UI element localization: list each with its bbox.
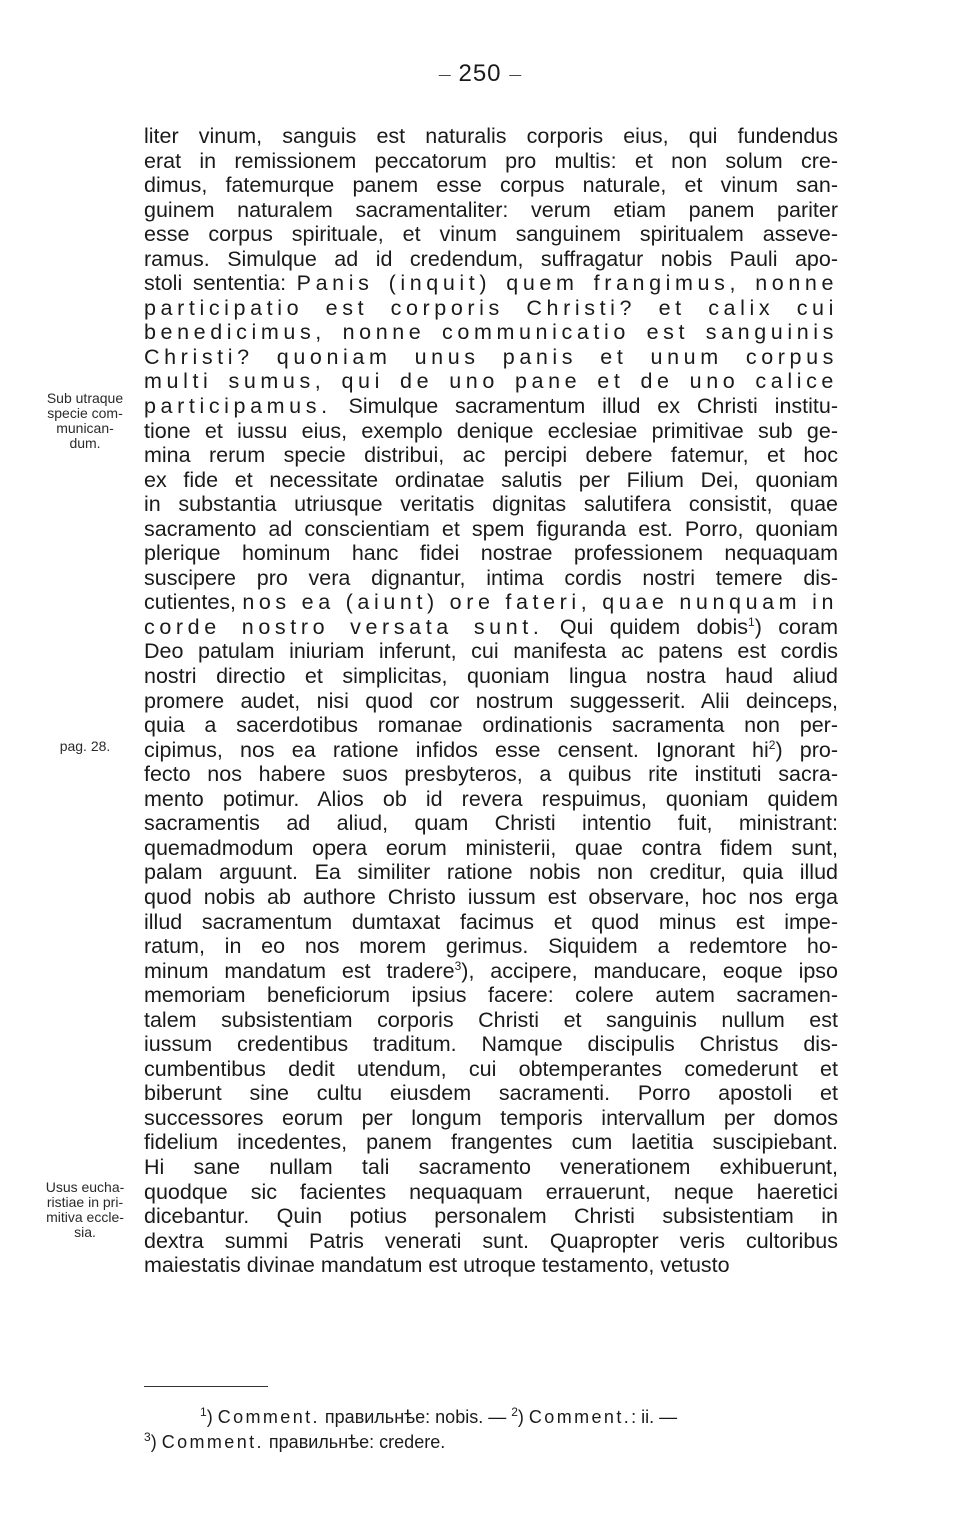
text-line xyxy=(144,738,838,763)
text-line: dimus, fatemurque panem esse corpus naturale, et vinum san- xyxy=(144,173,838,198)
margin-note-line: Usus eucha- xyxy=(45,1179,125,1195)
text-line: dextra summi Patris venerati sunt. Quapropter veris cultoribus xyxy=(144,1228,838,1253)
text-line: suscipere pro vera dignantur, intima cordis nostri temere dis- xyxy=(144,565,838,590)
text-line: quia a sacerdotibus romanae ordinationis sacramenta non per- xyxy=(144,713,838,738)
text-line xyxy=(144,615,838,640)
text-line xyxy=(144,590,838,615)
margin-note-line: munican- xyxy=(56,420,114,436)
footnotes xyxy=(144,1405,838,1455)
text-line: cumbentibus dedit utendum, cui obtemperantes comederunt et xyxy=(144,1056,838,1081)
text-segment: ), accipere, manducare, eoque ipso xyxy=(461,958,839,983)
footnote-line: $^3$) Comment. правильнѣе: credere. xyxy=(144,1430,446,1452)
text-line: Hi sane nullam tali sacramento venerationem exhibuerunt, xyxy=(144,1154,838,1179)
text-line: Deo patulam iniuriam inferunt, cui manifesta ac patens est cordis xyxy=(144,639,838,664)
text-line xyxy=(144,959,838,984)
text-line: tione et iussu eius, exemplo denique ecclesiae primitivae sub ge- xyxy=(144,418,838,443)
main-text xyxy=(144,124,838,1278)
margin-note-line: dum. xyxy=(69,435,101,451)
text-line: guinem naturalem sacramentaliter: verum etiam panem pariter xyxy=(144,197,838,222)
text-segment: Simulque sacramentum illud ex Christi institu- xyxy=(331,394,838,419)
page-number-dash-left: — xyxy=(438,67,451,82)
text-segment: ) coram xyxy=(754,614,838,639)
footnote-label: Comment. xyxy=(217,1407,320,1427)
text-line: promere audet, nisi quod cor nostrum suggesserit. Alii deinceps, xyxy=(144,688,838,713)
text-line: illud sacramentum dumtaxat facimus et quod minus est impe- xyxy=(144,909,838,934)
footnote-label: Comment. xyxy=(161,1432,264,1452)
text-line: successores eorum per longum temporis intervallum per domos xyxy=(144,1105,838,1130)
text-line: mento potimur. Alios ob id revera respuimus, quoniam quidem xyxy=(144,786,838,811)
emphasized-quote: Panis (inquit) quem frangimus, nonne xyxy=(296,271,838,296)
text-line: quod nobis ab authore Christo iussum est observare, hoc nos erga xyxy=(144,884,838,909)
emphasized-quote: nos ea (aiunt) ore fateri, quae nunquam in xyxy=(242,590,838,615)
emphasized-quote: participamus. xyxy=(144,394,332,419)
text-line: iussum credentibus traditum. Namque discipulis Christus dis- xyxy=(144,1032,838,1057)
emphasized-quote-line: participatio est corporis Christi? et calix cui xyxy=(144,295,838,320)
footnote-marker: 1 xyxy=(200,1405,207,1419)
margin-note-usus xyxy=(30,1180,140,1240)
margin-note-line: sia. xyxy=(74,1224,96,1240)
footnote-marker: 3 xyxy=(144,1430,151,1444)
text-line: biberunt sine cultu eiusdem sacramenti. Porro apostoli et xyxy=(144,1081,838,1106)
footnote-marker: 2 xyxy=(511,1405,518,1419)
footnote-line: $^1$) Comment. правильнѣе: nobis. — $^2$) Comment.: ii. — xyxy=(200,1405,678,1427)
text-line: memoriam beneficiorum ipsius facere: colere autem sacramen- xyxy=(144,983,838,1008)
footnote-text: правильнѣе: nobis. — xyxy=(319,1407,512,1427)
margin-note-line: specie com- xyxy=(47,405,123,421)
footnote-ref-1[interactable]: 1 xyxy=(748,614,755,629)
text-line xyxy=(144,394,838,419)
footnote-divider xyxy=(144,1386,268,1387)
text-line xyxy=(144,271,838,296)
text-line: in substantia utriusque veritatis dignitas salutifera consistit, quae xyxy=(144,492,838,517)
margin-note-line: Sub utraque xyxy=(46,390,124,406)
text-line: ramus. Simulque ad id credendum, suffragatur nobis Pauli apo- xyxy=(144,246,838,271)
text-line: dicebantur. Quin potius personalem Christi subsistentiam in xyxy=(144,1204,838,1229)
text-line: sacramentis ad aliud, quam Christi intentio fuit, ministrant: xyxy=(144,811,838,836)
text-line: fecto nos habere suos presbyteros, a quibus rite instituti sacra- xyxy=(144,762,838,787)
emphasized-quote-line: benedicimus, nonne communicatio est sanguinis xyxy=(144,320,838,345)
text-segment: stoli sententia: xyxy=(144,271,297,296)
text-line: esse corpus spirituale, et vinum sanguinem spiritualem asseve- xyxy=(144,222,838,247)
footnote-text: правильнѣе: credere. xyxy=(263,1432,446,1452)
footnote-label: Comment. xyxy=(528,1407,632,1427)
text-line: quemadmodum opera eorum ministerii, quae contra fidem sunt, xyxy=(144,835,838,860)
text-segment: cutientes, xyxy=(144,590,243,615)
emphasized-quote-line: Christi? quoniam unus panis et unum corpus xyxy=(144,344,838,369)
text-line: talem subsistentiam corporis Christi et sanguinis nullum est xyxy=(144,1007,838,1032)
text-line: nostri directio et simplicitas, quoniam lingua nostra haud aliud xyxy=(144,664,838,689)
margin-note-line: pag. 28. xyxy=(59,738,111,754)
page-number-dash-right: — xyxy=(509,67,522,82)
margin-note-sub-utraque xyxy=(30,391,140,451)
margin-note-line: mitiva eccle- xyxy=(46,1209,124,1225)
footnote-ref-3[interactable]: 3 xyxy=(454,958,462,973)
margin-note-page-ref xyxy=(30,739,140,754)
margin-note-line: ristiae in pri- xyxy=(46,1194,124,1210)
text-line: quodque sic facientes nequaquam errauerunt, neque haeretici xyxy=(144,1179,838,1204)
text-segment: minum mandatum est tradere xyxy=(144,958,455,983)
text-line: mina rerum specie distribui, ac percipi debere fatemur, et hoc xyxy=(144,443,838,468)
text-line: erat in remissionem peccatorum pro multis: et non solum cre- xyxy=(144,148,838,173)
text-line: ex fide et necessitate ordinatae salutis per Filium Dei, quoniam xyxy=(144,467,838,492)
page-number xyxy=(0,60,960,88)
text-segment: cipimus, nos ea ratione infidos esse censent. Ignorant hi xyxy=(144,737,769,762)
footnote-text: : ii. — xyxy=(631,1407,678,1427)
text-line: palam arguunt. Ea similiter ratione nobis non creditur, quia illud xyxy=(144,860,838,885)
text-line: maiestatis divinae mandatum est utroque testamento, vetusto xyxy=(144,1253,730,1278)
text-line: plerique hominum hanc fidei nostrae professionem nequaquam xyxy=(144,541,838,566)
emphasized-quote: corde nostro versata sunt. xyxy=(144,614,544,639)
page-number-value: 250 xyxy=(458,60,502,87)
footnote-ref-2[interactable]: 2 xyxy=(768,737,776,752)
emphasized-quote-line: multi sumus, qui de uno pane et de uno calice xyxy=(144,369,838,394)
text-segment: Qui quidem dobis xyxy=(543,614,749,639)
text-line: liter vinum, sanguis est naturalis corporis eius, qui fundendus xyxy=(144,124,838,148)
text-line: fidelium incedentes, panem frangentes cum laetitia suscipiebant. xyxy=(144,1130,838,1155)
text-segment: ) pro- xyxy=(775,737,839,762)
text-line: sacramento ad conscientiam et spem figuranda est. Porro, quoniam xyxy=(144,516,838,541)
text-line: ratum, in eo nos morem gerimus. Siquidem a redemtore ho- xyxy=(144,934,838,959)
